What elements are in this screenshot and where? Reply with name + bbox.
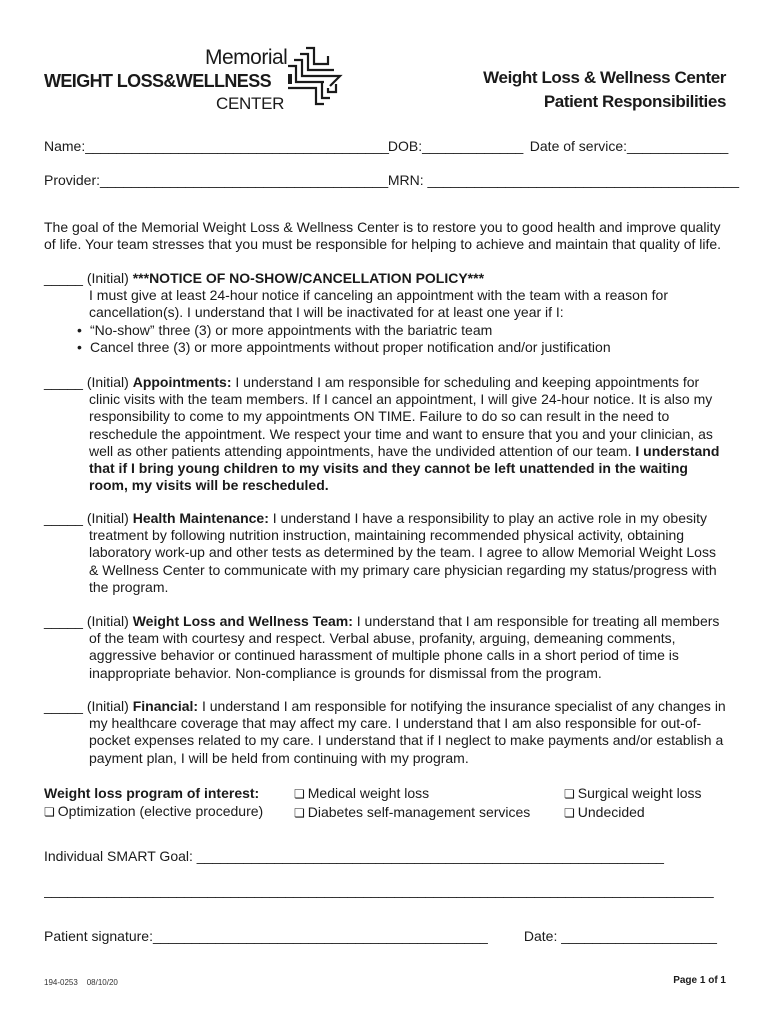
diabetes-checkbox[interactable] <box>294 803 530 822</box>
team-section <box>44 613 726 682</box>
diabetes-label: Diabetes self-management services <box>307 804 531 820</box>
signature-row <box>44 928 724 944</box>
form-title-line-2: Patient Responsibilities <box>543 92 726 111</box>
dob-field[interactable]: DOB:_____________ <box>387 138 524 154</box>
bullet-item: • “No-show” three (3) or more appointments with the bariatric team <box>90 322 726 339</box>
team-text: I understand that I am responsible for treating all members of the team with courtesy and respect. Verbal abuse, profanity, arguing, demeaning comments, aggressive behavior or continued harassment of multiple phone calls in a short period of time is inappropriate behavior. Non-compliance is grounds for dismissal from the program. <box>89 613 720 681</box>
intro-paragraph: The goal of the Memorial Weight Loss & Wellness Center is to restore you to good health and improve quality of life. Your team stresses that you must be responsible for helping to achieve and maintain that quality of life. <box>44 219 722 252</box>
patient-info-row-1 <box>44 138 729 154</box>
page-number: Page 1 of 1 <box>673 975 726 986</box>
optimization-checkbox[interactable] <box>44 802 263 821</box>
initial-blank[interactable]: _____ (Initial) <box>44 374 133 390</box>
program-interest-label: Weight loss program of interest: <box>44 785 260 801</box>
logo <box>44 44 344 116</box>
appointments-heading: Appointments: <box>132 374 232 390</box>
financial-section <box>44 698 726 767</box>
provider-field[interactable]: Provider:_____________________________________ <box>44 172 389 188</box>
date-field[interactable]: Date: ____________________ <box>523 928 717 944</box>
health-heading: Health Maintenance: <box>132 510 269 526</box>
noshow-body: I must give at least 24-hour notice if canceling an appointment with the team with a reason for cancellation(s). I understand that I will be inactivated for at least one year if I: <box>89 287 668 321</box>
form-title-line-1: Weight Loss & Wellness Center <box>483 68 726 87</box>
bullet-item: • Cancel three (3) or more appointments without proper notification and/or justification <box>90 339 726 356</box>
financial-heading: Financial: <box>132 698 199 714</box>
signature-field[interactable]: Patient signature:___________________________________________ <box>44 928 488 944</box>
initial-blank[interactable]: _____ (Initial) <box>44 613 133 629</box>
optimization-label: Optimization (elective procedure) <box>57 803 264 819</box>
patient-info-row-2 <box>44 172 739 188</box>
program-interest <box>44 784 726 824</box>
appointments-section <box>44 374 726 494</box>
medical-checkbox[interactable] <box>294 784 530 803</box>
logo-line-3: CENTER <box>216 94 285 113</box>
noshow-bullets <box>44 322 726 356</box>
smart-goal-line[interactable]: ______________________________________________________________________________________ <box>44 882 714 898</box>
noshow-policy-section <box>44 270 726 356</box>
memorial-logo-icon <box>284 44 344 110</box>
logo-line-1: Memorial <box>205 46 288 69</box>
initial-blank[interactable]: _____ (Initial) <box>44 510 133 526</box>
form-number: 194-0253 08/10/20 <box>44 978 118 987</box>
form-title <box>483 66 726 114</box>
surgical-checkbox[interactable] <box>564 784 702 803</box>
date-of-service-field[interactable]: Date of service:_____________ <box>529 138 729 154</box>
noshow-heading: ***NOTICE OF NO-SHOW/CANCELLATION POLICY*** <box>132 270 485 286</box>
medical-label: Medical weight loss <box>307 785 430 801</box>
team-heading: Weight Loss and Wellness Team: <box>132 613 353 629</box>
initial-blank[interactable]: _____ (Initial) <box>44 270 133 286</box>
noshow-lead <box>44 270 726 287</box>
logo-line-2: WEIGHT LOSS&WELLNESS <box>44 71 272 91</box>
appointments-text: I understand I am responsible for scheduling and keeping appointments for clinic visits with the team members. If I cancel an appointment, I will give 24-hour notice. It is also my responsibility to come to my appointments ON TIME. Failure to do so can result in the need to reschedule the appointment. We respect your time and want to ensure that you and your clinician, as well as other patients attending appointments, have the undivided attention of our team. <box>89 374 713 459</box>
surgical-label: Surgical weight loss <box>577 785 702 801</box>
appointments-bold-text: I understand that if I bring young children to my visits and they cannot be left unattended in the waiting room, my visits will be rescheduled. <box>89 442 720 494</box>
initial-blank[interactable]: _____ (Initial) <box>44 698 133 714</box>
smart-goal-field[interactable]: Individual SMART Goal: ____________________________________________________________ <box>44 848 664 864</box>
undecided-label: Undecided <box>577 804 645 820</box>
health-text: I understand I have a responsibility to play an active role in my obesity treatment by following nutrition instruction, maintaining recommended physical activity, obtaining laboratory work-up and other tests as determined by the team. I agree to allow Memorial Weight Loss & Wellness Center to communicate with my primary care physician regarding my status/progress with the program. <box>89 510 717 595</box>
name-field[interactable]: Name:_______________________________________ <box>44 138 389 154</box>
health-maintenance-section <box>44 510 726 596</box>
financial-text: I understand I am responsible for notifying the insurance specialist of any changes in my healthcare coverage that may affect my care. I understand that I am also responsible for out-of-pocket expenses related to my care. I understand that if I neglect to make payments and/or establish a payment plan, I will be held from continuing with my program. <box>89 698 726 766</box>
mrn-field[interactable]: MRN: ________________________________________ <box>387 172 739 188</box>
undecided-checkbox[interactable] <box>564 803 702 822</box>
